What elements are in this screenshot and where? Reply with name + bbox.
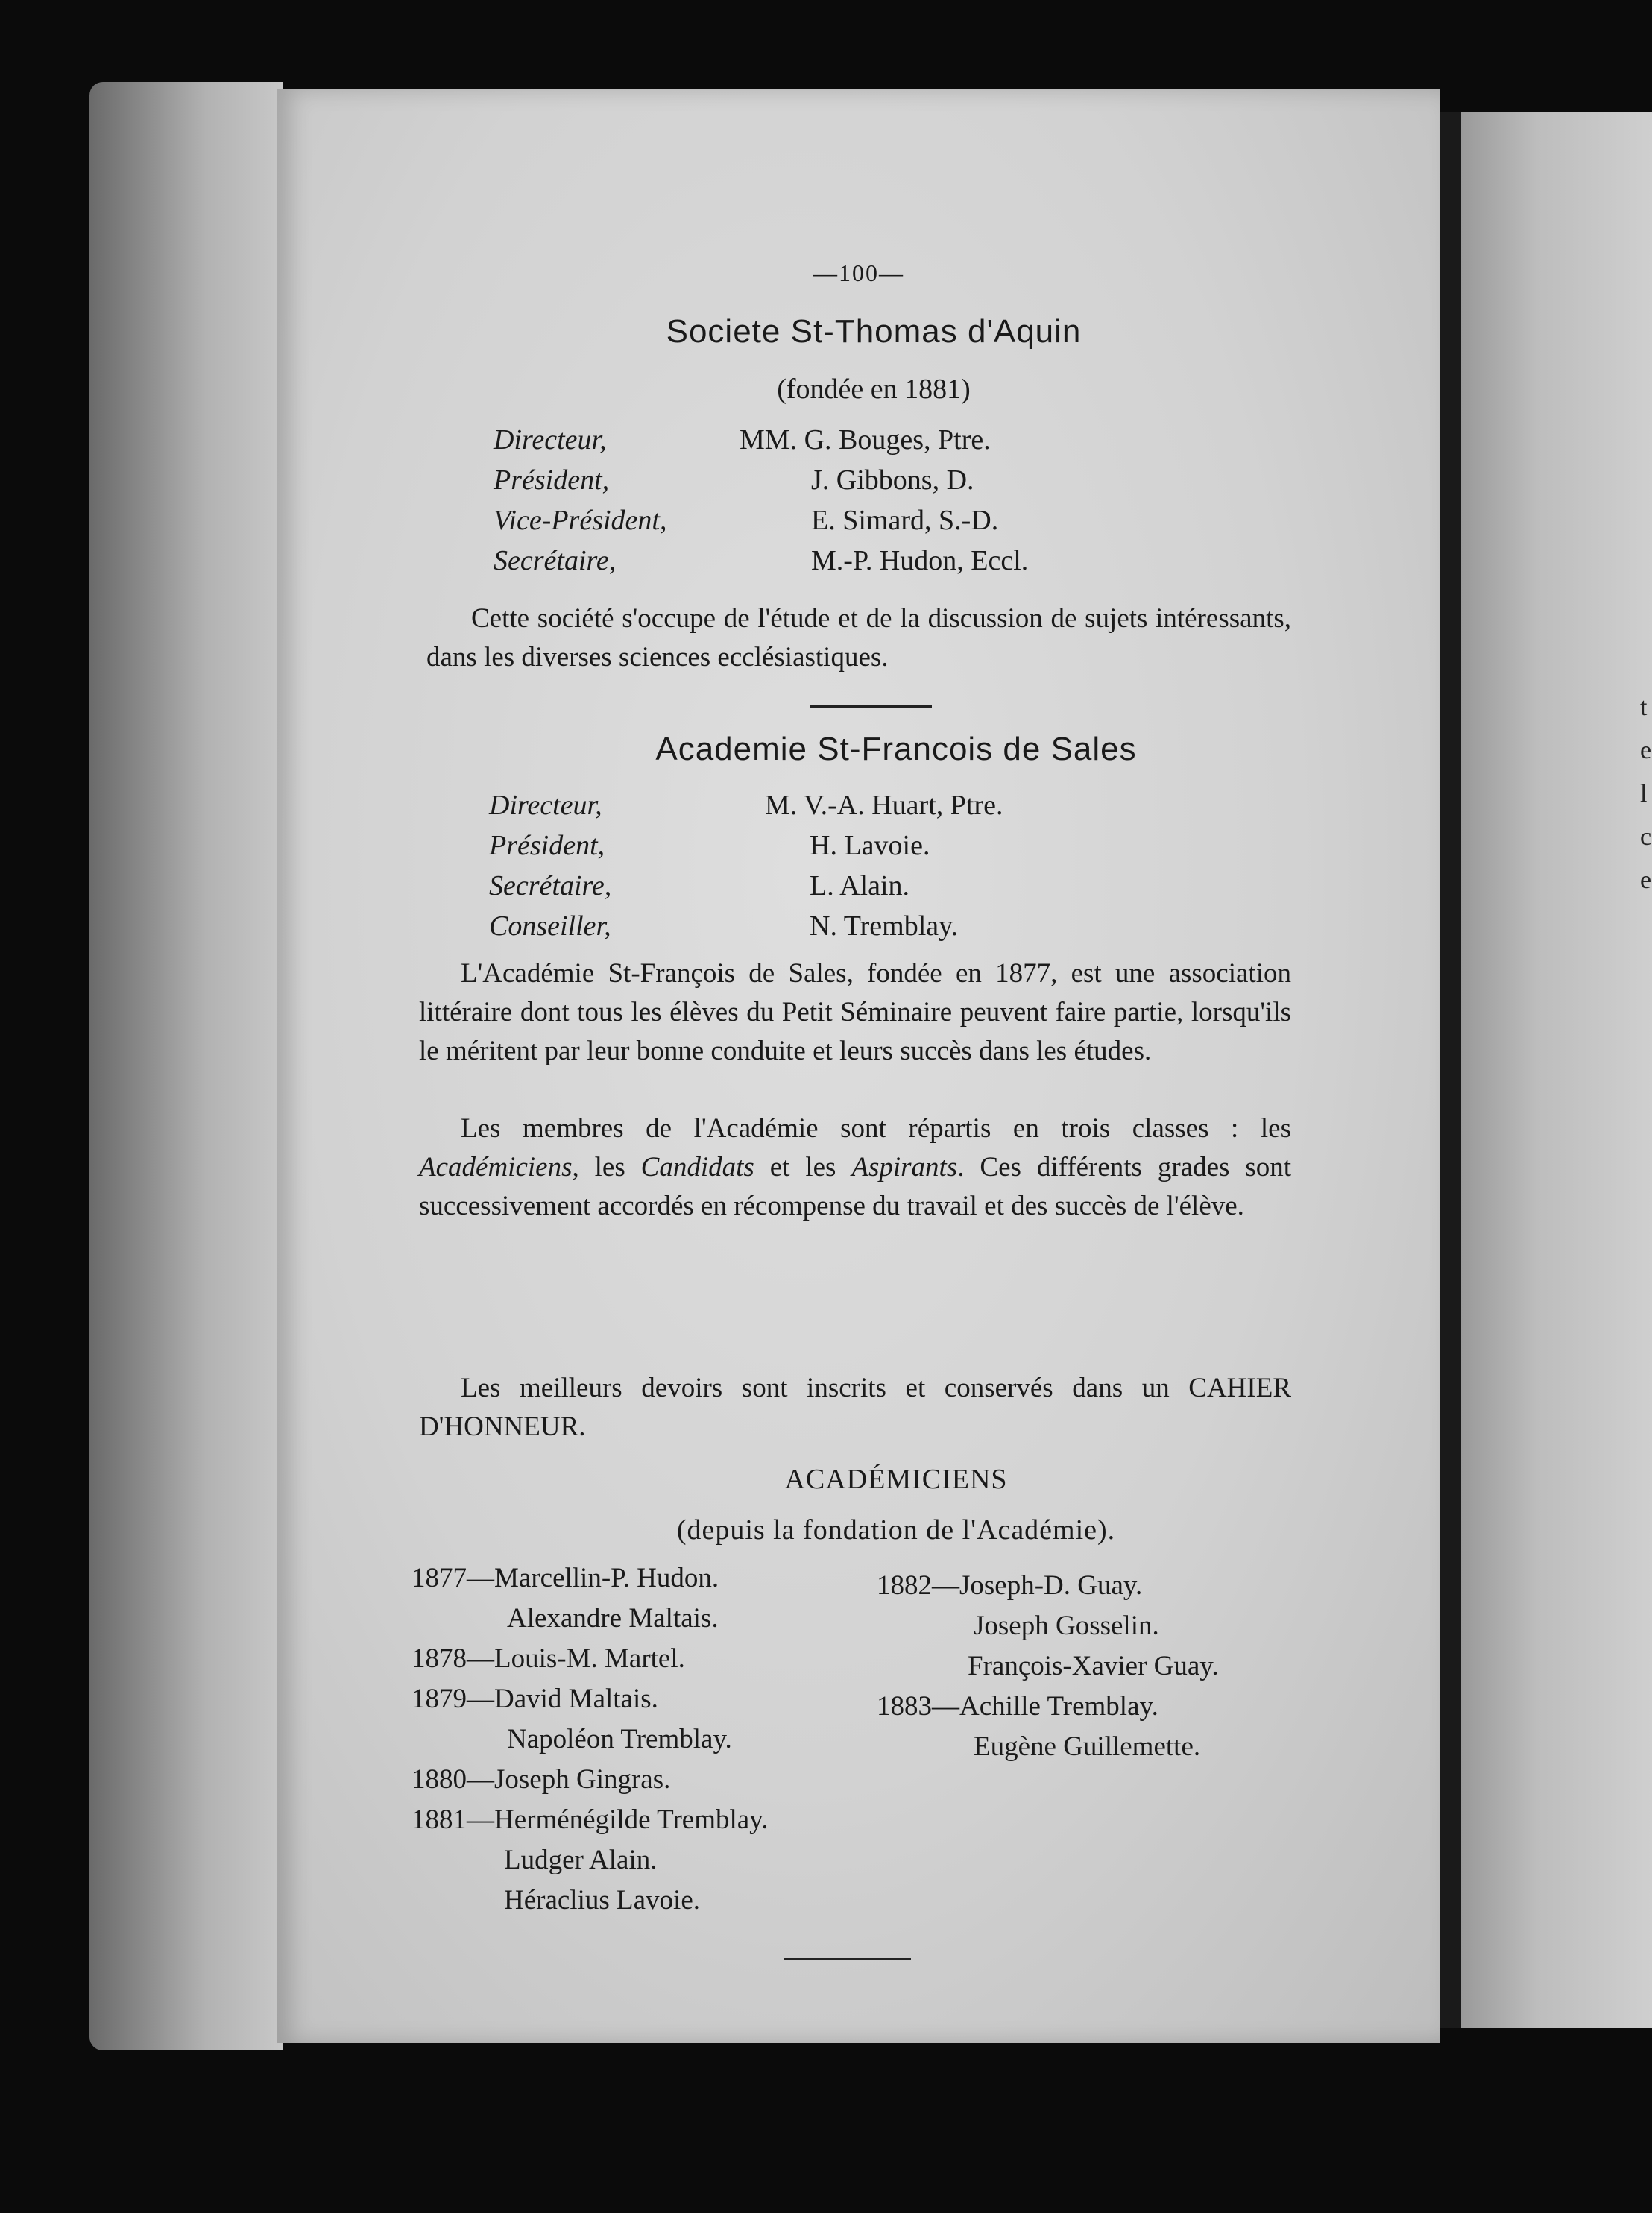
section1-title: Societe St-Thomas d'Aquin [666, 313, 1082, 350]
officer-title: Secrétaire, [494, 545, 617, 576]
officer-name: MM. G. Bouges, Ptre. [740, 424, 991, 456]
edge-letter: e [1640, 737, 1652, 764]
academiciens-list-left [412, 1558, 889, 1921]
section1-officers [494, 424, 1164, 585]
facing-page-edge-text [1640, 686, 1652, 902]
officer-title: Vice-Président, [494, 505, 667, 536]
section1-paragraph: Cette société s'occupe de l'étude et de la discussion de sujets intéressants, dans les diverses sciences ecclésiastiques. [426, 603, 1291, 673]
list-item: 1879—David Maltais. [412, 1684, 658, 1714]
officer-row [489, 869, 1160, 910]
officer-row [489, 910, 1160, 950]
list-item: 1882—Joseph-D. Guay. [877, 1570, 1143, 1601]
section2-paragraph2 [419, 1109, 1291, 1226]
officer-row [494, 424, 1164, 464]
officer-name: L. Alain. [810, 870, 910, 901]
list-item: 1881—Herménégilde Tremblay. [412, 1804, 769, 1835]
paragraph2-text: , les [572, 1152, 641, 1183]
paragraph2-italic-academiciens: Académiciens [419, 1152, 573, 1183]
academiciens-list-right [877, 1566, 1294, 1767]
officer-title: Directeur, [489, 790, 602, 821]
list-item: Héraclius Lavoie. [504, 1885, 700, 1915]
page-number: —100— [813, 259, 904, 286]
paragraph2-italic-candidats: Candidats [640, 1152, 754, 1183]
list-item: 1877—Marcellin-P. Hudon. [412, 1563, 719, 1593]
officer-title: Secrétaire, [489, 870, 612, 901]
book-page-edges [89, 82, 283, 2050]
section2-paragraph3: Les meilleurs devoirs sont inscrits et conservés dans un CAHIER D'HONNEUR. [419, 1373, 1291, 1442]
book-gutter [1440, 112, 1461, 2028]
end-divider [784, 1958, 911, 1960]
academiciens-subheading: (depuis la fondation de l'Académie). [676, 1514, 1116, 1546]
list-item: 1880—Joseph Gingras. [412, 1764, 671, 1795]
officer-name: H. Lavoie. [810, 830, 930, 861]
edge-letter: t [1640, 693, 1648, 721]
paragraph2-text: Les membres de l'Académie sont répartis en trois classes : les [461, 1113, 1291, 1144]
list-item: Eugène Guillemette. [974, 1731, 1201, 1762]
officer-title: Président, [489, 830, 605, 861]
officer-title: Directeur, [494, 424, 607, 456]
officer-name: M.-P. Hudon, Eccl. [811, 545, 1029, 576]
officer-title: Conseiller, [489, 910, 611, 942]
officer-name: N. Tremblay. [810, 910, 959, 942]
list-item: François-Xavier Guay. [968, 1651, 1219, 1681]
officer-row [494, 504, 1164, 544]
list-item: Napoléon Tremblay. [507, 1724, 732, 1754]
section2-paragraph1: L'Académie St-François de Sales, fondée en 1877, est une association littéraire dont tous les élèves du Petit Séminaire peuvent faire partie, lorsqu'ils le méritent par leur bonne conduite et leurs succès dans les études. [419, 958, 1291, 1066]
paragraph2-text: . Ces différents grades sont successivement accordés en récompense du travail et des succès de l'élève. [419, 1152, 1291, 1221]
list-item: 1883—Achille Tremblay. [877, 1691, 1158, 1722]
officer-title: Président, [494, 465, 610, 496]
list-item: Alexandre Maltais. [507, 1603, 719, 1634]
edge-letter: e [1640, 866, 1652, 894]
section1-subtitle: (fondée en 1881) [777, 374, 971, 405]
paragraph2-text: et les [754, 1152, 852, 1183]
officer-name: E. Simard, S.-D. [811, 505, 999, 536]
officer-name: M. V.-A. Huart, Ptre. [765, 790, 1003, 821]
paragraph2-italic-aspirants: Aspirants [851, 1152, 958, 1183]
section2-officers [489, 789, 1160, 950]
officer-row [489, 829, 1160, 869]
section2-title: Academie St-Francois de Sales [655, 731, 1137, 767]
list-item: Ludger Alain. [504, 1845, 658, 1875]
list-item: Joseph Gosselin. [974, 1611, 1159, 1641]
edge-letter: l [1640, 780, 1648, 808]
academiciens-heading: ACADÉMICIENS [784, 1464, 1008, 1495]
officer-row [489, 789, 1160, 829]
officer-row [494, 464, 1164, 504]
section-divider [810, 705, 932, 708]
officer-name: J. Gibbons, D. [811, 465, 974, 496]
book-page [277, 89, 1440, 2043]
facing-page [1461, 112, 1652, 2028]
list-item: 1878—Louis-M. Martel. [412, 1643, 685, 1674]
edge-letter: c [1640, 823, 1652, 851]
officer-row [494, 544, 1164, 585]
